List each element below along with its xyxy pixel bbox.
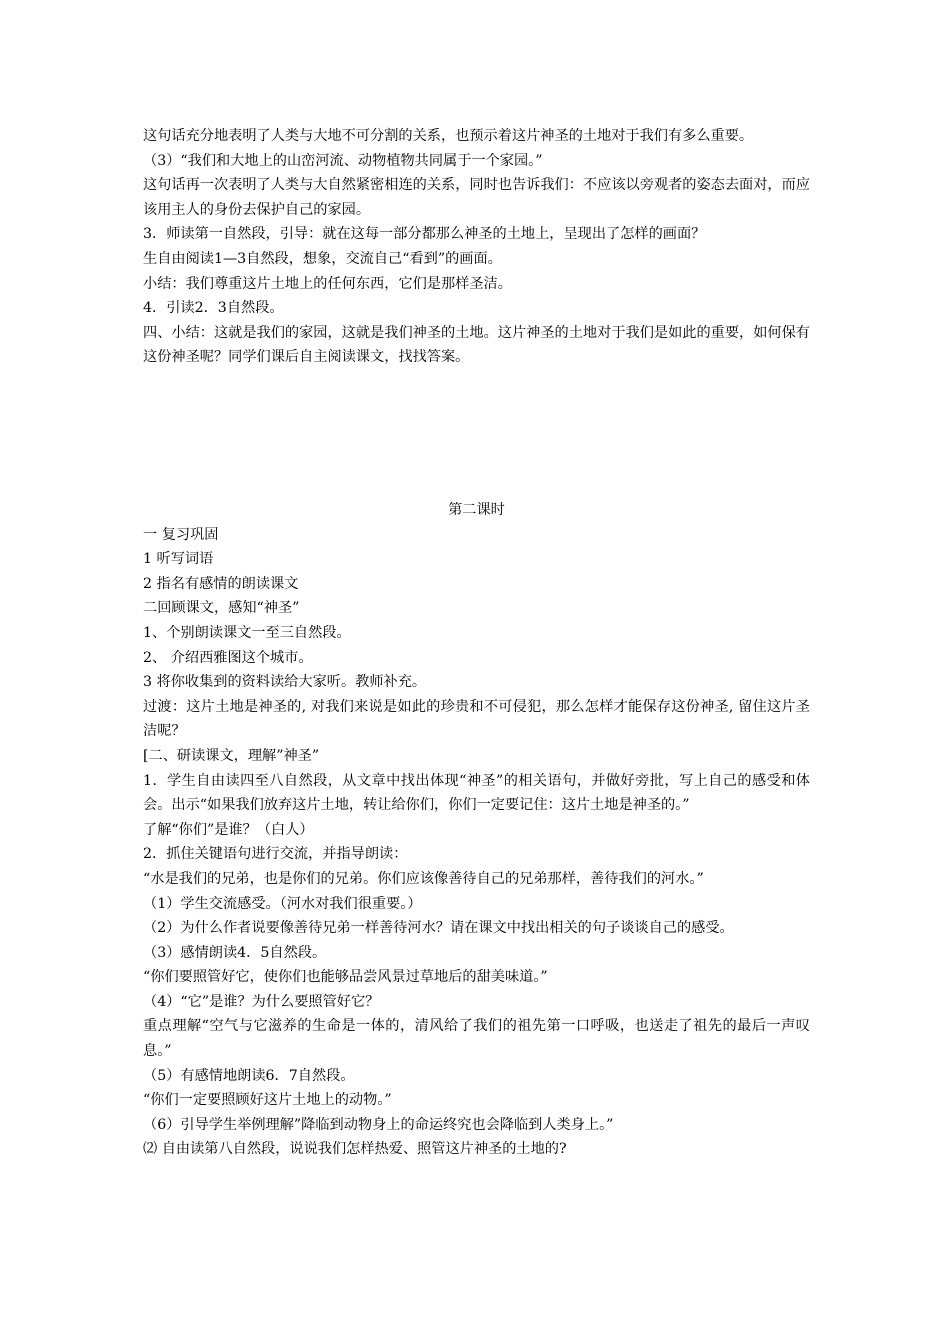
paragraph: （2）为什么作者说要像善待兄弟一样善待河水？请在课文中找出相关的句子谈谈自己的感受。 — [143, 920, 734, 937]
paragraph: 4．引读2．3自然段。 — [143, 300, 284, 317]
paragraph: 3．师读第一自然段，引导：就在这每一部分都那么神圣的土地上，呈现出了怎样的画面？ — [143, 226, 706, 243]
paragraph: 一 复习巩固 — [143, 526, 219, 543]
section-lesson-one-end — [143, 124, 810, 370]
paragraph: 2、 介绍西雅图这个城市。 — [143, 649, 313, 666]
section-lesson-two — [143, 498, 810, 1162]
paragraph: （3）“我们和大地上的山峦河流、动物植物共同属于一个家园。” — [143, 152, 543, 169]
paragraph: 这句话再一次表明了人类与大自然紧密相连的关系，同时也告诉我们：不应该以旁观者的姿态去面对，而应该用主人的身份去保护自己的家园。 — [143, 177, 810, 218]
paragraph: （1）学生交流感受。（河水对我们很重要。） — [143, 895, 422, 912]
paragraph: （6）引导学生举例理解”降临到动物身上的命运终究也会降临到人类身上。” — [143, 1116, 614, 1133]
paragraph: （5）有感情地朗读6．7自然段。 — [143, 1067, 355, 1084]
paragraph: “水是我们的兄弟，也是你们的兄弟。你们应该像善待自己的兄弟那样，善待我们的河水。” — [143, 870, 704, 887]
paragraph: 2．抓住关键语句进行交流，并指导朗读： — [143, 846, 408, 863]
paragraph: “你们一定要照顾好这片土地上的动物。” — [143, 1092, 392, 1109]
paragraph: 1、个别朗读课文一至三自然段。 — [143, 624, 351, 641]
paragraph: ⑵ 自由读第八自然段，说说我们怎样热爱、照管这片神圣的土地的? — [143, 1141, 567, 1158]
paragraph: 重点理解“空气与它滋养的生命是一体的，清风给了我们的祖先第一口呼吸，也送走了祖先的最后一声叹息。” — [143, 1018, 810, 1060]
paragraph: 3 将你收集到的资料读给大家听。教师补充。 — [143, 674, 427, 691]
paragraph: 2 指名有感情的朗读课文 — [143, 575, 299, 592]
paragraph: 二回顾课文，感知“神圣” — [143, 600, 300, 617]
paragraph: 生自由阅读1—3自然段，想象，交流自己“看到”的画面。 — [143, 250, 502, 267]
paragraph: 四、小结：这就是我们的家园，这就是我们神圣的土地。这片神圣的土地对于我们是如此的重要，如何保有这份神圣呢？同学们课后自主阅读课文，找找答案。 — [143, 324, 810, 366]
paragraph: 1 听写词语 — [143, 551, 214, 568]
paragraph: [二、研读课文，理解”神圣” — [143, 747, 320, 764]
paragraph: 这句话充分地表明了人类与大地不可分割的关系，也预示着这片神圣的土地对于我们有多么重要。 — [143, 128, 754, 144]
paragraph: （3）感情朗读4．5自然段。 — [143, 944, 327, 961]
paragraph: 了解“你们”是谁？（白人） — [143, 821, 314, 838]
paragraph: 小结：我们尊重这片土地上的任何东西，它们是那样圣洁。 — [143, 275, 512, 292]
paragraph: “你们要照管好它，使你们也能够品尝风景过草地后的甜美味道。” — [143, 969, 548, 986]
paragraph: （4）“它”是谁？为什么要照管好它？ — [143, 993, 380, 1010]
paragraph: 过渡：这片土地是神圣的, 对我们来说是如此的珍贵和不可侵犯，那么怎样才能保存这份神圣, 留住这片圣洁呢？ — [143, 698, 810, 740]
paragraph: 1．学生自由读四至八自然段，从文章中找出体现“神圣”的相关语句，并做好旁批，写上自己的感受和体会。出示“如果我们放弃这片土地，转让给你们，你们一定要记住：这片土地是神圣的。” — [143, 772, 810, 814]
section-title: 第二课时 — [448, 502, 505, 518]
